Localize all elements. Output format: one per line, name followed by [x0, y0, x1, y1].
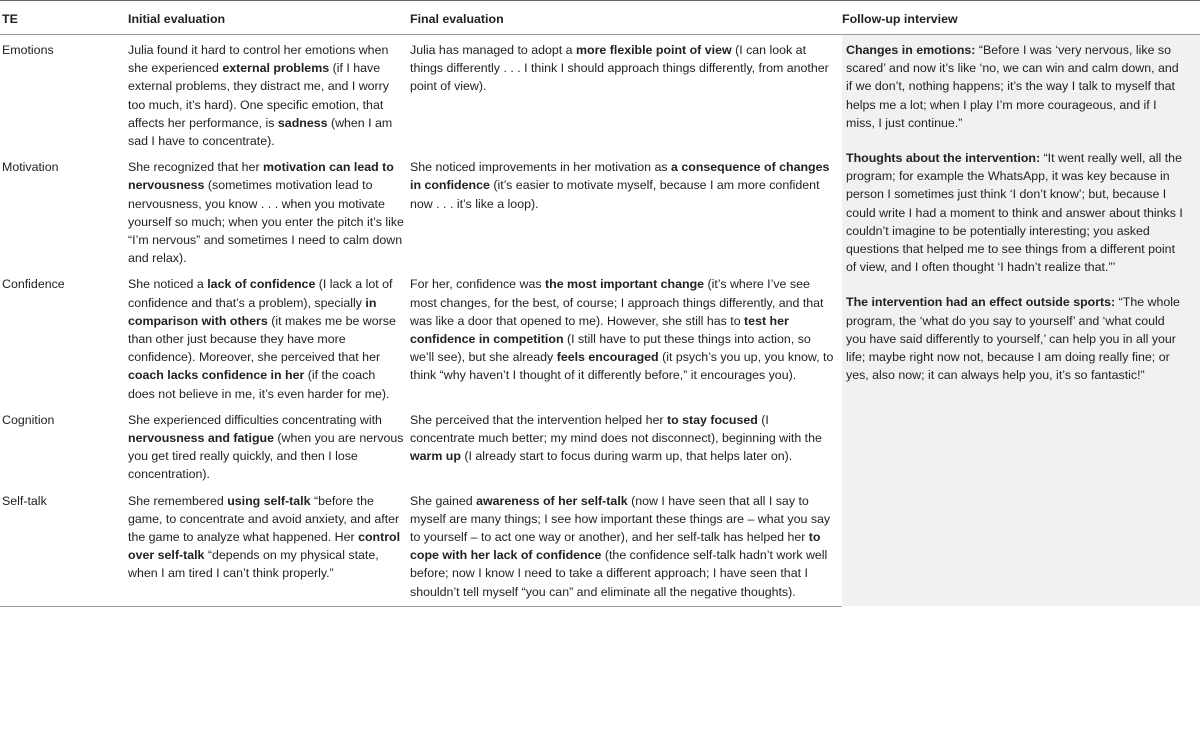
- text-segment: Julia has managed to adopt a: [410, 43, 577, 57]
- follow-up-paragraph: [846, 149, 1186, 276]
- text-segment: She remembered: [128, 493, 228, 508]
- bold-text-segment: test her confidence in competition: [410, 313, 789, 347]
- bold-text-segment: lack of confidence: [207, 277, 316, 292]
- bold-text-segment: coach lacks confidence in her: [128, 368, 305, 383]
- te-cell: Emotions: [2, 43, 54, 57]
- header-te: TE: [0, 1, 128, 35]
- text-segment: She noticed improvements in her motivation as: [410, 160, 672, 175]
- bold-text-segment: in comparison with others: [128, 295, 377, 328]
- text-segment: Julia found it hard to control her emotions when she experienced: [128, 43, 389, 76]
- text-segment: “The whole program, the ‘what do you say to yourself’ and ‘what could you have said differently to yourself,’ can help you in all your life; maybe right now not, because I am doing really fine; or yes, also now; it can always help you, it’s so fantastic!”: [846, 295, 1180, 383]
- final-evaluation-cell: [410, 35, 842, 153]
- text-segment: (when I am sad I have to concentrate).: [128, 115, 393, 149]
- text-segment: For her, confidence was: [410, 277, 545, 292]
- bold-text-segment: awareness of her self-talk: [476, 493, 628, 508]
- bold-text-segment: warm up: [410, 449, 461, 464]
- te-cell: Self-talk: [0, 486, 128, 607]
- bold-text-segment: to cope with her lack of confidence: [410, 530, 821, 563]
- text-segment: She noticed a: [128, 277, 208, 292]
- bold-text-segment: control over self-talk: [128, 530, 401, 563]
- bold-text-segment: nervousness and fatigue: [128, 431, 274, 446]
- text-segment: “before the game, to concentrate and avoid anxiety, and after the game to analyze what happened. Her: [128, 493, 400, 545]
- header-follow-up-interview: Follow-up interview: [842, 1, 1200, 35]
- te-cell: Motivation: [2, 160, 59, 175]
- initial-evaluation-cell: [128, 35, 410, 153]
- table-row-emotions: [0, 35, 1200, 153]
- final-evaluation-cell: [410, 486, 842, 607]
- text-segment: “It went really well, all the program; for example the WhatsApp, it was key because in person I sometimes just think ‘I don’t know’; but, because I could write I had a moment to think and answer about thinks I couldn’t imagine to be potentially interesting; you asked questions that helped me to see things from a different point of view, and I often thought ‘I hadn’t realize that.”’: [846, 151, 1183, 275]
- bold-text-segment: Thoughts about the intervention:: [846, 151, 1041, 166]
- follow-up-paragraph: [846, 293, 1186, 384]
- text-segment: “Before I was ‘very nervous, like so scared’ and now it’s like ‘no, we can win and calm down, and if we don’t, nothing happens; it’s the way I talk to myself that helps me a lot; when I play I’m more courageous, and if I miss, I just continue.”: [846, 43, 1179, 130]
- text-segment: (when you are nervous you get tired really quickly, and then I lose concentration).: [128, 431, 404, 482]
- text-segment: (I can look at things differently . . . I think I should approach things differently, from another point of view).: [410, 43, 829, 94]
- follow-up-paragraph: [846, 41, 1186, 132]
- text-segment: (the confidence self-talk hadn’t work well before; now I know I need to take a different approach; I have seen that I shouldn’t tell myself “you can” and eliminate all the negative thoughts).: [410, 548, 828, 599]
- bold-text-segment: the most important change: [545, 277, 705, 292]
- bold-text-segment: The intervention had an effect outside sports:: [846, 295, 1116, 310]
- text-segment: (I concentrate much better; my mind does not disconnect), beginning with the: [410, 412, 822, 446]
- text-segment: (I lack a lot of confidence and that’s a problem), specially: [128, 277, 393, 310]
- bold-text-segment: more flexible point of view: [576, 43, 732, 57]
- bold-text-segment: feels encouraged: [556, 350, 659, 365]
- text-segment: “depends on my physical state, when I am tired I can’t think properly.”: [128, 548, 379, 581]
- header-initial-evaluation: Initial evaluation: [128, 1, 410, 35]
- text-segment: She perceived that the intervention helped her: [410, 412, 667, 427]
- text-segment: (it’s easier to motivate myself, because I am more confident now . . . it’s like a loop).: [410, 178, 820, 211]
- bold-text-segment: a consequence of changes in confidence: [410, 160, 830, 193]
- final-evaluation-cell: [410, 405, 842, 486]
- initial-evaluation-cell: [128, 486, 410, 607]
- bold-text-segment: motivation can lead to nervousness: [128, 160, 394, 193]
- text-segment: (I already start to focus during warm up, that helps later on).: [460, 449, 793, 464]
- final-evaluation-cell: [410, 152, 842, 269]
- initial-evaluation-cell: [128, 152, 410, 269]
- text-segment: (sometimes motivation lead to nervousness, you know . . . when you motivate yourself so much; when you enter the pitch it’s like “I’m nervous” and sometimes I need to calm down and relax).: [128, 178, 404, 266]
- bold-text-segment: Changes in emotions:: [846, 43, 976, 57]
- bold-text-segment: to stay focused: [666, 412, 758, 427]
- bold-text-segment: sadness: [277, 115, 328, 130]
- te-cell: Cognition: [2, 412, 55, 427]
- initial-evaluation-cell: [128, 405, 410, 486]
- header-row: [0, 1, 1200, 35]
- text-segment: (it makes me be worse than other just because they have more confidence). Moreover, she perceived that her: [128, 313, 396, 365]
- text-segment: (I still have to put these things into action, so we’ll see), but she already: [410, 332, 811, 365]
- text-segment: (it’s where I’ve see most changes, for the best, of course; I approach things differently, and that was like a door that opened to me). However, she still has to: [410, 277, 824, 328]
- initial-evaluation-cell: [128, 269, 410, 404]
- header-final-evaluation: Final evaluation: [410, 1, 842, 35]
- text-segment: She recognized that her: [128, 160, 264, 175]
- text-segment: (now I have seen that all I say to myself are many things; I see how important these things are – what you say to yourself – to act one way or another), and her self-talk has helped her: [410, 493, 831, 545]
- follow-up-interview-cell: [842, 35, 1200, 607]
- text-segment: She experienced difficulties concentrating with: [128, 412, 382, 427]
- text-segment: (if the coach does not believe in me, it’s even harder for me).: [128, 368, 390, 401]
- final-evaluation-cell: [410, 269, 842, 404]
- bold-text-segment: external problems: [222, 61, 330, 76]
- text-segment: She gained: [410, 493, 477, 508]
- te-cell: Confidence: [2, 277, 65, 292]
- text-segment: (it psych’s you up, you know, to think “why haven’t I thought of it differently before,” it encourages you).: [410, 350, 834, 383]
- bold-text-segment: using self-talk: [227, 493, 311, 508]
- text-segment: (if I have external problems, they distract me, and I worry too much, it’s hard). One specific emotion, that affects her performance, is: [128, 61, 389, 130]
